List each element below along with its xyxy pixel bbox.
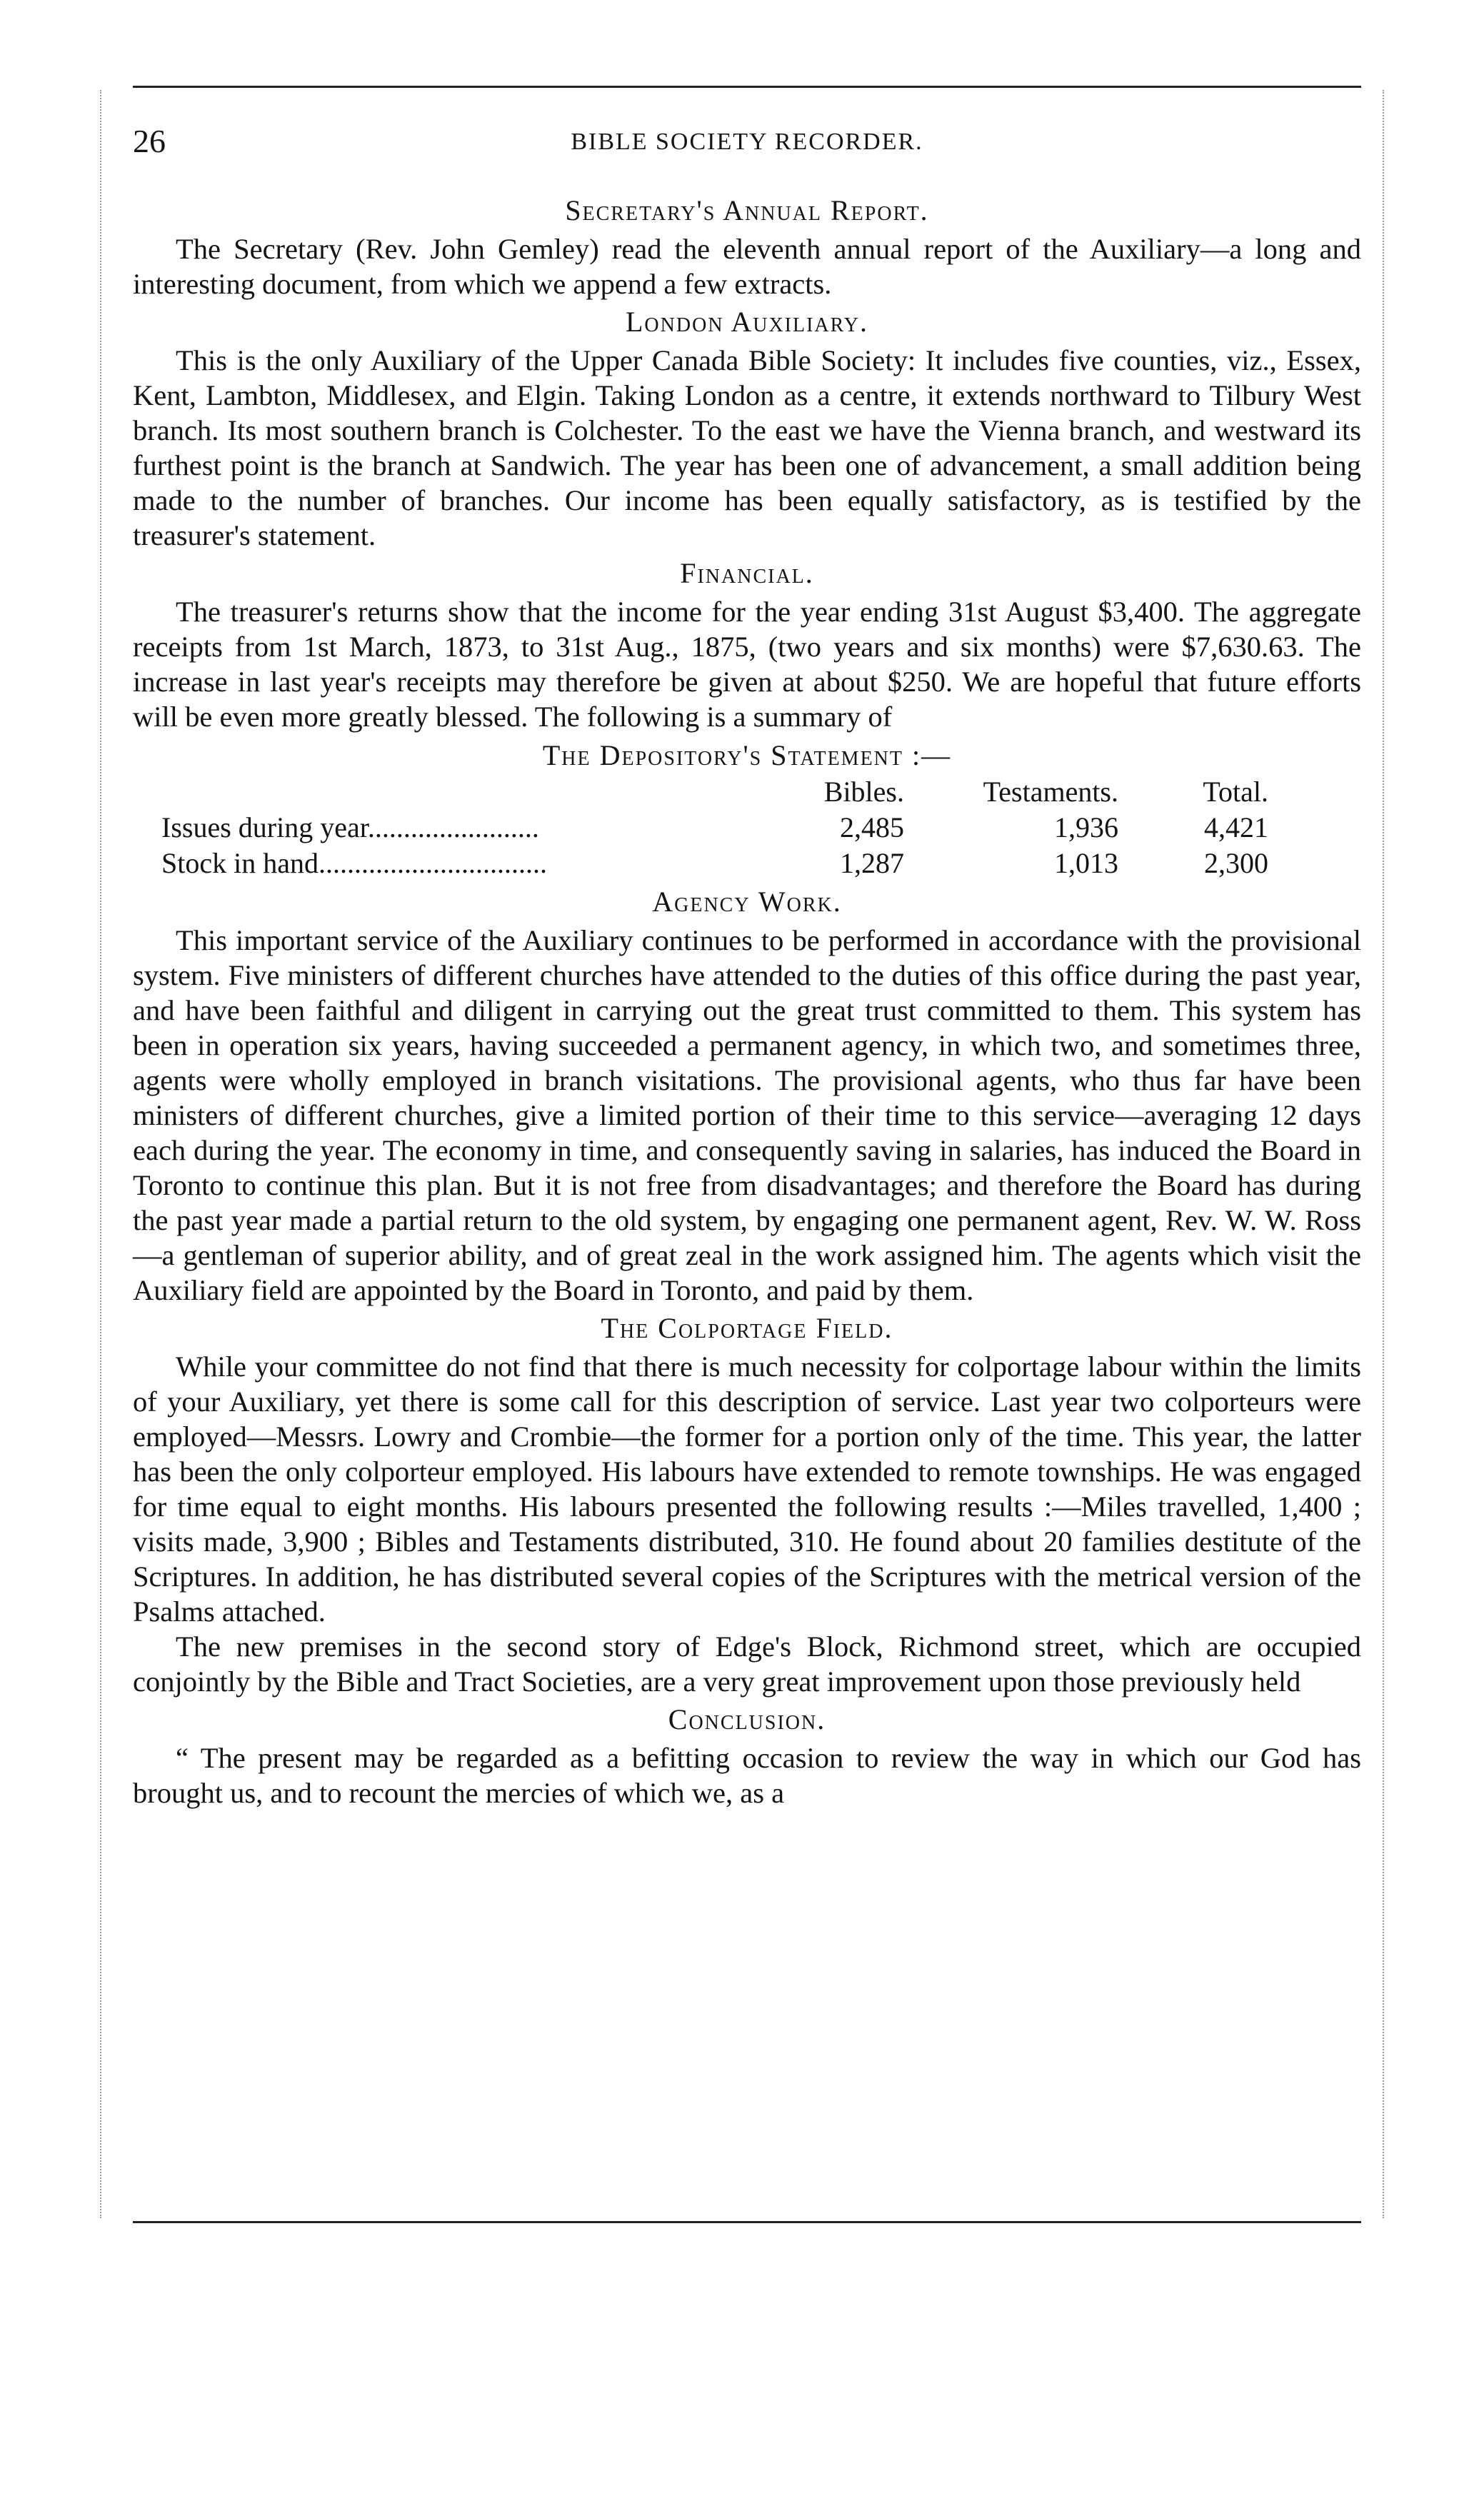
row-testaments: 1,013 (1054, 847, 1118, 879)
london-auxiliary-heading: London Auxiliary. (626, 306, 868, 338)
financial-paragraph: The treasurer's returns show that the income for the year ending 31st August $3,400. The aggregate receipts from 1st March, 1873, to 31st Aug., 1875, (two years and six months) were $7,630.63. The increase in last year's receipts may therefore be given at about $250. We are hopeful that future efforts will be even more greatly blessed. The following is a summary of (133, 596, 1361, 733)
depository-statement-table (161, 774, 1268, 881)
financial-heading: Financial. (680, 557, 814, 589)
page-header (133, 120, 1361, 170)
statement-header-row (161, 774, 1268, 810)
row-label: Issues during year (161, 811, 368, 843)
right-page-edge (1383, 90, 1384, 2218)
left-page-edge (100, 90, 101, 2218)
conclusion-paragraph: “ The present may be regarded as a befitting occasion to review the way in which our God has brought us, and to recount the mercies of which we, as a (133, 1742, 1361, 1809)
page-number: 26 (133, 123, 166, 159)
depository-statement-title: The Depository's Statement :— (542, 739, 952, 771)
row-label: Stock in hand (161, 847, 319, 879)
bottom-rule (133, 2221, 1361, 2223)
london-auxiliary-paragraph: This is the only Auxiliary of the Upper Canada Bible Society: It includes five counties, viz., Essex, Kent, Lambton, Middlesex, and Elgin. Taking London as a centre, it extends northward to Tilbury West branch. Its most southern branch is Colchester. To the east we have the Vienna branch, and westward its furthest point is the branch at Sandwich. The year has been one of advancement, a small addition being made to the number of branches. Our income has been equally satisfactory, as is testified by the treasurer's statement. (133, 344, 1361, 551)
conclusion-heading: Conclusion. (668, 1703, 826, 1735)
row-label-cell (161, 846, 783, 881)
row-total: 4,421 (1204, 811, 1268, 843)
row-bibles: 1,287 (840, 847, 904, 879)
row-total: 2,300 (1204, 847, 1268, 879)
row-leader: ........................ (367, 811, 539, 843)
row-testaments: 1,936 (1054, 811, 1118, 843)
row-label-cell (161, 810, 783, 846)
colportage-field-heading: The Colportage Field. (601, 1312, 893, 1344)
secretary-report-paragraph: The Secretary (Rev. John Gemley) read the eleventh annual report of the Auxiliary—a long and interesting document, from which we append a few extracts. (133, 233, 1361, 300)
statement-header-blank (161, 774, 783, 810)
secretary-report-heading: Secretary's Annual Report. (565, 194, 929, 226)
agency-work-heading: Agency Work. (652, 886, 842, 918)
page-body (133, 190, 1361, 1810)
colportage-field-paragraph: While your committee do not find that there is much necessity for colportage labour within the limits of your Auxiliary, yet there is some call for this description of service. Last year two colporteurs were employed—Messrs. Lowry and Crombie—the former for a portion only of the time. This year, the latter has been the only colporteur employed. His labours have extended to remote townships. He was engaged for time equal to eight months. His labours presented the following results :—Miles travelled, 1,400 ; visits made, 3,900 ; Bibles and Testaments distributed, 310. He found about 20 families destitute of the Scriptures. In addition, he has distributed several copies of the Scriptures with the metrical version of the Psalms attached. (133, 1350, 1361, 1628)
agency-work-paragraph: This important service of the Auxiliary continues to be performed in accordance with the provisional system. Five ministers of different churches have attended to the duties of this office during the past year, and have been faithful and diligent in carrying out the great trust committed to them. This system has been in operation six years, having succeeded a permanent agency, in which two, and sometimes three, agents were wholly employed in branch visitations. The provisional agents, who thus far have been ministers of different churches, give a limited portion of their time to this service—averaging 12 days each during the year. The economy in time, and consequently saving in salaries, has induced the Board in Toronto to continue this plan. But it is not free from disadvantages; and therefore the Board has during the past year made a partial return to the old system, by engaging one permanent agent, Rev. W. W. Ross—a gentleman of superior ability, and of great zeal in the work assigned him. The agents which visit the Auxiliary field are appointed by the Board in Toronto, and paid by them. (133, 924, 1361, 1306)
premises-paragraph: The new premises in the second story of Edge's Block, Richmond street, which are occupied conjointly by the Bible and Tract Societies, are a very great improvement upon those previously held (133, 1630, 1361, 1698)
row-leader: ................................ (318, 847, 547, 879)
running-title: BIBLE SOCIETY RECORDER. (571, 129, 923, 155)
top-rule (133, 86, 1361, 88)
book-page (133, 86, 1361, 2228)
row-bibles: 2,485 (840, 811, 904, 843)
table-row (161, 810, 1268, 846)
statement-header-testaments: Testaments. (983, 776, 1118, 808)
table-row (161, 846, 1268, 881)
statement-header-total: Total. (1203, 776, 1268, 808)
statement-header-bibles: Bibles. (823, 776, 904, 808)
